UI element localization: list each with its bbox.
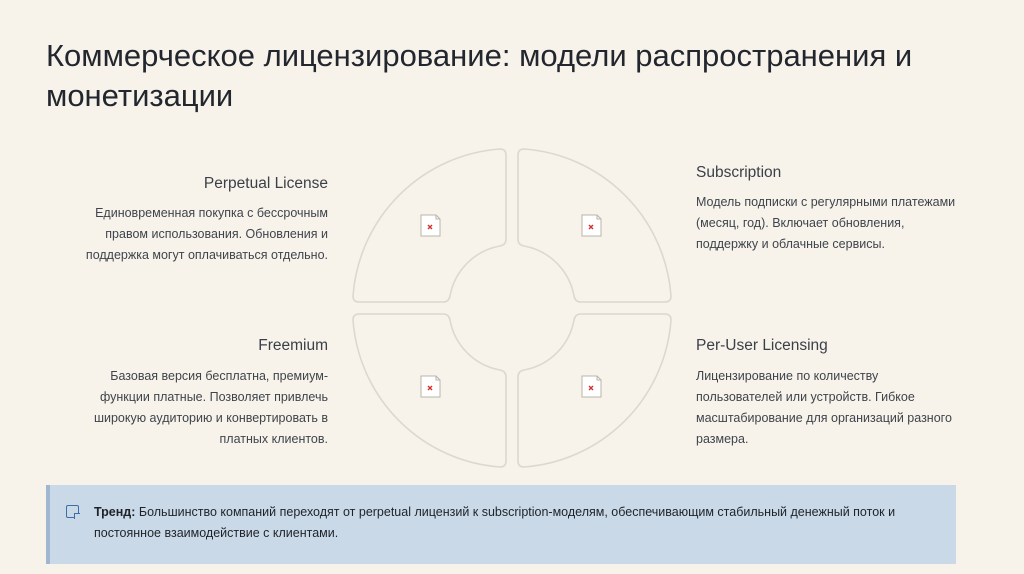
trend-callout-text <box>94 502 946 544</box>
broken-image-icon <box>582 215 601 236</box>
freemium-desc-line: широкую аудиторию и конвертировать в <box>93 411 328 425</box>
per-user-licensing-heading: Per-User Licensing <box>696 337 828 354</box>
freemium-description <box>40 366 328 450</box>
per-user-desc-line: размера. <box>696 432 749 446</box>
trend-text-line2: постоянное взаимодействие с клиентами. <box>94 526 339 540</box>
subscription-desc-line: (месяц, год). Включает обновления, <box>696 216 905 230</box>
perpetual-desc-line: правом использования. Обновления и <box>105 227 328 241</box>
perpetual-license-heading: Perpetual License <box>203 175 328 192</box>
note-icon <box>66 505 79 518</box>
perpetual-desc-line: Единовременная покупка с бессрочным <box>95 206 328 220</box>
freemium-desc-line: платных клиентов. <box>219 432 328 446</box>
per-user-licensing-description <box>696 366 996 450</box>
trend-label: Тренд: <box>94 505 136 519</box>
per-user-desc-line: пользователей или устройств. Гибкое <box>696 390 915 404</box>
subscription-desc-line: Модель подписки с регулярными платежами <box>696 195 956 209</box>
per-user-desc-line: масштабирование для организаций разного <box>696 411 952 425</box>
freemium-desc-line: функции платные. Позволяет привлечь <box>99 390 328 404</box>
licensing-models-ring-diagram <box>345 141 679 475</box>
perpetual-desc-line: поддержка могут оплачиваться отдельно. <box>85 248 328 262</box>
trend-callout <box>46 485 956 564</box>
subscription-description <box>696 192 996 255</box>
subscription-heading: Subscription <box>696 164 782 181</box>
broken-image-icon <box>421 215 440 236</box>
broken-image-icon <box>582 376 601 397</box>
freemium-heading: Freemium <box>258 337 328 354</box>
broken-image-icon <box>421 376 440 397</box>
freemium-desc-line: Базовая версия бесплатна, премиум- <box>110 369 328 383</box>
page-title: Коммерческое лицензирование: модели распространения и монетизации <box>46 38 913 113</box>
per-user-desc-line: Лицензирование по количеству <box>696 369 879 383</box>
perpetual-license-description <box>40 203 328 266</box>
subscription-desc-line: поддержку и облачные сервисы. <box>696 237 885 251</box>
trend-text-line1: Большинство компаний переходят от perpetual лицензий к subscription-моделям, обеспечивающим стабильный денежный поток и <box>135 505 896 519</box>
